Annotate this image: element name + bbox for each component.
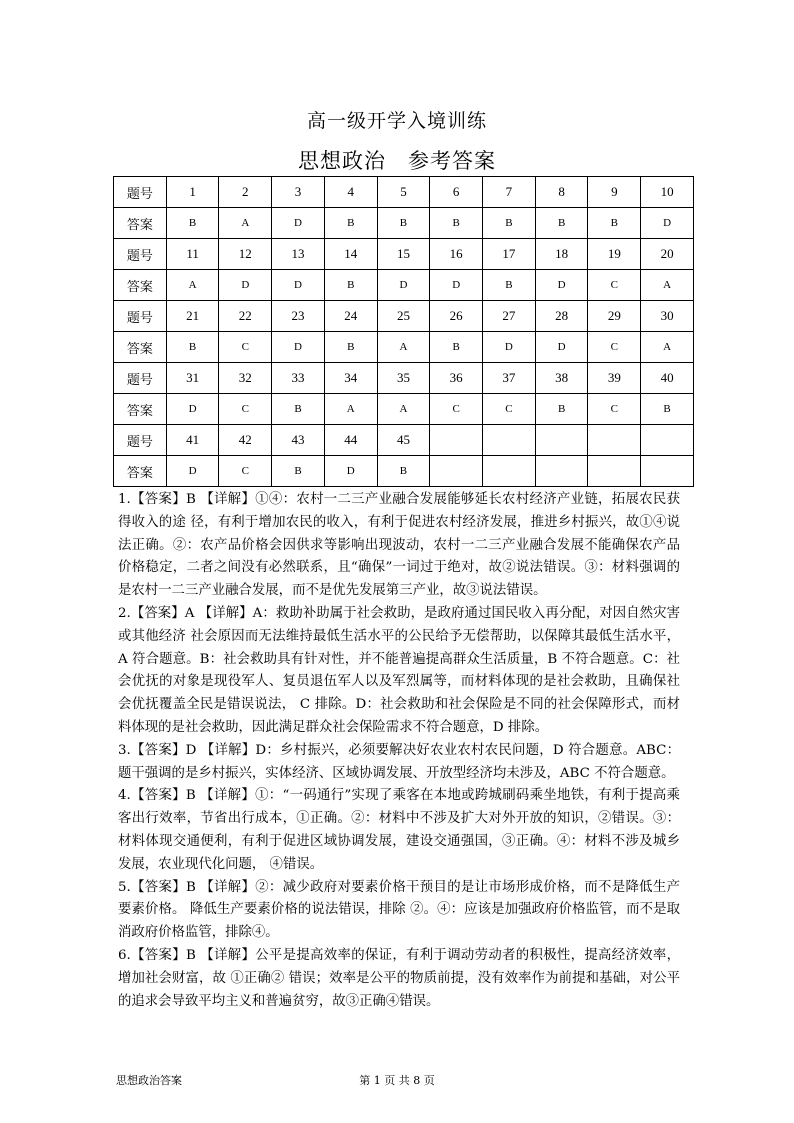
row-header-cell: 题号 — [114, 239, 167, 270]
table-cell: 24 — [324, 301, 377, 332]
table-cell — [588, 425, 641, 456]
table-cell: B — [166, 332, 219, 363]
row-header-cell: 答案 — [114, 332, 167, 363]
table-cell — [483, 425, 536, 456]
table-cell: 42 — [219, 425, 272, 456]
table-cell: C — [588, 270, 641, 301]
table-cell: 19 — [588, 239, 641, 270]
table-cell: 9 — [588, 177, 641, 208]
table-cell: 27 — [483, 301, 536, 332]
table-cell: C — [219, 394, 272, 425]
table-cell: 43 — [272, 425, 325, 456]
table-cell — [588, 456, 641, 487]
table-cell: C — [588, 332, 641, 363]
explanation-item: 1.【答案】B 【详解】①④：农村一二三产业融合发展能够延长农村经济产业链，拓展农民获得收入的途 径，有利于增加农民的收入，有利于促进农村经济发展，推进乡村振兴，故①④说法正确。②：农产品价格会因供求等影响出现波动，农村一二三产业融合发展不能确保农产品价格稳定，二者之间没有必然联系，且“确保”一词过于绝对，故②说法错误。③：材料强调的是农村一二三产业融合发展，而不是优先发展第三产业，故③说法错误。 — [118, 492, 680, 599]
table-cell — [430, 425, 483, 456]
table-cell: D — [641, 208, 694, 239]
table-cell: B — [324, 332, 377, 363]
table-cell: D — [166, 394, 219, 425]
table-row — [114, 332, 694, 363]
row-header-cell: 答案 — [114, 394, 167, 425]
table-row — [114, 425, 694, 456]
table-cell: 18 — [535, 239, 588, 270]
table-cell: 16 — [430, 239, 483, 270]
table-cell: D — [535, 332, 588, 363]
table-cell: B — [483, 270, 536, 301]
table-cell: B — [324, 208, 377, 239]
table-cell: 44 — [324, 425, 377, 456]
explanation-item: 3.【答案】D 【详解】D：乡村振兴，必须要解决好农业农村农民问题，D 符合题意。ABC：题干强调的是乡村振兴，实体经济、区域协调发展、开放型经济均未涉及，ABC 不符合题意。 — [118, 742, 680, 781]
table-cell: D — [272, 270, 325, 301]
table-cell: 35 — [377, 363, 430, 394]
table-cell: D — [430, 270, 483, 301]
table-cell: C — [483, 394, 536, 425]
table-cell: 12 — [219, 239, 272, 270]
explanations — [118, 489, 680, 1013]
table-cell — [641, 425, 694, 456]
row-header-cell: 答案 — [114, 456, 167, 487]
table-cell: B — [377, 456, 430, 487]
table-cell: D — [272, 208, 325, 239]
table-cell: 22 — [219, 301, 272, 332]
row-header-cell: 题号 — [114, 301, 167, 332]
table-cell: B — [430, 332, 483, 363]
table-cell: 3 — [272, 177, 325, 208]
table-cell: 34 — [324, 363, 377, 394]
table-cell — [535, 456, 588, 487]
table-cell: 40 — [641, 363, 694, 394]
footer-label: 思想政治答案 — [116, 1074, 182, 1087]
table-cell: D — [535, 270, 588, 301]
table-cell: A — [377, 332, 430, 363]
table-cell: 38 — [535, 363, 588, 394]
table-cell: 39 — [588, 363, 641, 394]
explanation-item: 5.【答案】B 【详解】②：减少政府对要素价格干预目的是让市场形成价格，而不是降低生产要素价格。 降低生产要素价格的说法错误，排除 ②。④：应该是加强政府价格监管，而不是取消政府价格监管，排除④。 — [118, 879, 680, 941]
table-cell: B — [324, 270, 377, 301]
table-cell: 21 — [166, 301, 219, 332]
table-cell: 15 — [377, 239, 430, 270]
table-cell: A — [641, 270, 694, 301]
table-cell: C — [219, 332, 272, 363]
table-cell: 5 — [377, 177, 430, 208]
table-cell: 11 — [166, 239, 219, 270]
explanation-item: 6.【答案】B 【详解】公平是提高效率的保证，有利于调动劳动者的积极性，提高经济效率，增加社会财富，故 ①正确② 错误；效率是公平的物质前提，没有效率作为前提和基础，对公平的追求会导致平均主义和普遍贫穷，故③正确④错误。 — [118, 947, 680, 1009]
table-cell: 6 — [430, 177, 483, 208]
table-cell: B — [377, 208, 430, 239]
table-cell: 45 — [377, 425, 430, 456]
row-header-cell: 答案 — [114, 208, 167, 239]
table-cell: D — [166, 456, 219, 487]
page-number: 第 1 页 共 8 页 — [359, 1074, 435, 1087]
table-row — [114, 177, 694, 208]
explanation-item: 2.【答案】A 【详解】A：救助补助属于社会救助，是政府通过国民收入再分配，对因自然灾害或其他经济 社会原因而无法维持最低生活水平的公民给予无偿帮助，以保障其最低生活水平，A 符合题意。B：社会救助具有针对性，并不能普遍提高群众生活质量，B 不符合题意。C：社会优抚的对象是现役军人、复员退伍军人以及军烈属等，而材料体现的是社会救助，且确保社会优抚覆盖全民是错误说法， C 排除。D：社会救助和社会保险是不同的社会保障形式，而材料体现的是社会救助，因此满足群众社会保险需求不符合题意，D 排除。 — [118, 605, 680, 735]
table-cell: 2 — [219, 177, 272, 208]
table-cell — [430, 456, 483, 487]
table-cell: B — [166, 208, 219, 239]
table-cell: 8 — [535, 177, 588, 208]
table-cell: 25 — [377, 301, 430, 332]
table-cell: D — [272, 332, 325, 363]
table-cell: 10 — [641, 177, 694, 208]
table-cell: 28 — [535, 301, 588, 332]
table-cell: 23 — [272, 301, 325, 332]
table-cell: C — [430, 394, 483, 425]
row-header-cell: 答案 — [114, 270, 167, 301]
table-cell: 33 — [272, 363, 325, 394]
row-header-cell: 题号 — [114, 363, 167, 394]
table-row — [114, 363, 694, 394]
table-cell: 32 — [219, 363, 272, 394]
table-cell: 36 — [430, 363, 483, 394]
row-header-cell: 题号 — [114, 177, 167, 208]
table-cell — [641, 456, 694, 487]
table-cell: 13 — [272, 239, 325, 270]
document-title: 高一级开学入境训练 — [306, 110, 487, 132]
table-cell: D — [377, 270, 430, 301]
table-cell: 37 — [483, 363, 536, 394]
table-cell: 1 — [166, 177, 219, 208]
table-cell: A — [324, 394, 377, 425]
table-cell: B — [430, 208, 483, 239]
table-row — [114, 394, 694, 425]
explanation-item: 4.【答案】B 【详解】①：“一码通行”实现了乘客在本地或跨城刷码乘坐地铁，有利于提高乘客出行效率，节省出行成本，①正确。②：材料中不涉及扩大对外开放的知识，②错误。③：材料体现交通便利，有利于促进区域协调发展，建设交通强国，③正确。④：材料不涉及城乡发展，农业现代化问题， ④错误。 — [118, 788, 680, 872]
table-cell: B — [641, 394, 694, 425]
table-row — [114, 270, 694, 301]
table-cell: 14 — [324, 239, 377, 270]
table-cell: B — [272, 456, 325, 487]
table-cell: 17 — [483, 239, 536, 270]
table-row — [114, 239, 694, 270]
table-cell: B — [272, 394, 325, 425]
table-cell: 31 — [166, 363, 219, 394]
table-cell: 29 — [588, 301, 641, 332]
table-cell: 30 — [641, 301, 694, 332]
table-cell: D — [483, 332, 536, 363]
table-cell: 20 — [641, 239, 694, 270]
table-cell: 7 — [483, 177, 536, 208]
document-subtitle: 思想政治 参考答案 — [298, 149, 496, 173]
table-row — [114, 208, 694, 239]
table-cell: 4 — [324, 177, 377, 208]
answer-table — [113, 176, 694, 487]
table-cell: 26 — [430, 301, 483, 332]
table-cell: C — [219, 456, 272, 487]
table-cell — [483, 456, 536, 487]
table-cell: B — [588, 208, 641, 239]
row-header-cell: 题号 — [114, 425, 167, 456]
table-row — [114, 301, 694, 332]
table-cell: B — [535, 394, 588, 425]
table-cell: 41 — [166, 425, 219, 456]
table-cell: C — [588, 394, 641, 425]
table-cell: A — [641, 332, 694, 363]
table-cell — [535, 425, 588, 456]
table-cell: B — [483, 208, 536, 239]
table-cell: A — [166, 270, 219, 301]
table-cell: A — [377, 394, 430, 425]
table-cell: D — [324, 456, 377, 487]
table-cell: A — [219, 208, 272, 239]
table-row — [114, 456, 694, 487]
table-cell: D — [219, 270, 272, 301]
table-cell: B — [535, 208, 588, 239]
